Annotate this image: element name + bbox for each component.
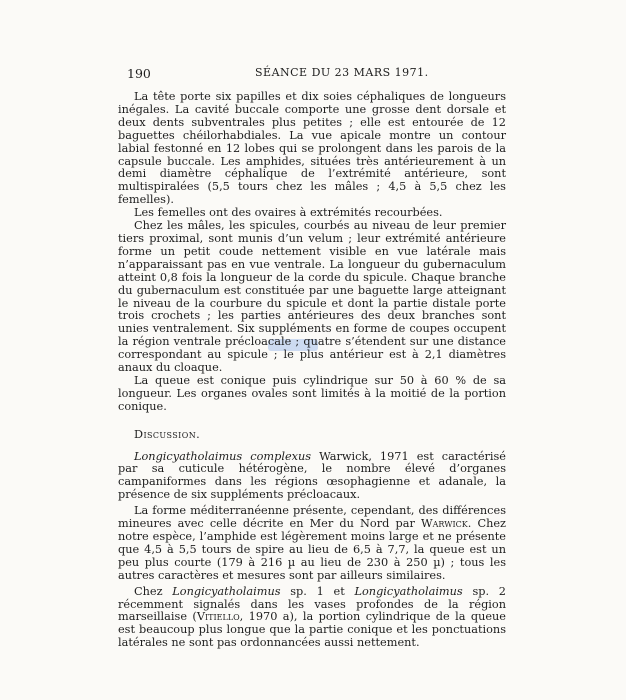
page-number: 190 <box>127 66 151 81</box>
body-text <box>118 91 506 650</box>
paragraph-text: Chez <box>134 584 173 598</box>
paragraph-text: sp. 1 et <box>280 584 355 598</box>
genus-name: Longicyatholaimus <box>172 584 281 598</box>
paragraph-discussion-2 <box>118 505 506 582</box>
species-name: Longicyatholaimus complexus <box>134 449 312 463</box>
paragraph-females: Les femelles ont des ovaires à extrémités recourbées. <box>134 206 443 220</box>
genus-name: Longicyatholaimus <box>354 584 463 598</box>
author-name: Warwick <box>421 517 468 531</box>
paragraph-text: sp. 2 récemment signalés dans les vases profondes de la région marseillaise ( <box>118 584 506 624</box>
section-heading-discussion: Discussion. <box>134 427 201 441</box>
paragraph-discussion-3 <box>118 586 506 651</box>
paragraph-discussion-1 <box>118 451 506 503</box>
author-name: Vitiello <box>196 610 240 624</box>
paragraph-tail: La queue est conique puis cylindrique sur 50 à 60 % de sa longueur. Les organes ovales sont limités à la moitié de la portion conique. <box>118 373 506 413</box>
paragraph-text: Warwick, 1971 est caractérisé par sa cuticule hétérogène, le nombre élevé d’organes campaniformes dans les régions œsophagienne et adanale, la présence de six suppléments précloacaux. <box>118 449 506 502</box>
paragraph-text: . Chez notre espèce, l’amphide est légèrement moins large et ne présente que 4,5 à 5,5 tours de spire au lieu de 6,5 à 7,7, la queue est un peu plus courte (179 à 216 µ au lieu de 230 à 250 µ) ; tous les autres caractères et mesures sont par ailleurs similaires. <box>118 517 506 582</box>
paragraph-males: Chez les mâles, les spicules, courbés au niveau de leur premier tiers proximal, sont munis d’un velum ; leur extrémité antérieure forme un petit coude nettement visible en vue latérale mais n’apparaissant pas en vue ventrale. La longueur du gubernaculum atteint 0,8 fois la longueur de la corde du spicule. Chaque branche du gubernaculum est constituée par une baguette large atteignant le niveau de la courbure du spicule et dont la partie distale porte trois crochets ; les parties antérieures des deux branches sont unies ventralement. Six suppléments en forme de coupes occupent la région ventrale précloacale ; quatre s’étendent sur une distance correspondant au spicule ; le plus antérieur est à 2,1 diamètres anaux du cloaque. <box>118 219 506 375</box>
paragraph-head-description: La tête porte six papilles et dix soies céphaliques de longueurs inégales. La cavité buccale comporte une grosse dent dorsale et deux dents subventrales plus petites ; elle est entourée de 12 baguettes chéilorhabdiales. La vue apicale montre un contour labial festonné en 12 lobes qui se prolongent dans les parois de la capsule buccale. Les amphides, situées très antérieurement à un demi diamètre céphalique de l’extrémité antérieure, sont multispiralées (5,5 tours chez les mâles ; 4,5 à 5,5 chez les femelles). <box>118 90 506 207</box>
paragraph-text: , 1970 a), la portion cylindrique de la queue est beaucoup plus longue que la partie conique et les ponctuations latérales ne sont pas ordonnancées aussi nettement. <box>118 610 506 650</box>
running-head: SÉANCE DU 23 MARS 1971. <box>255 66 429 79</box>
paragraph-text: La forme méditerranéenne présente, cependant, des différences mineures avec celle décrite en Mer du Nord par <box>118 504 506 531</box>
